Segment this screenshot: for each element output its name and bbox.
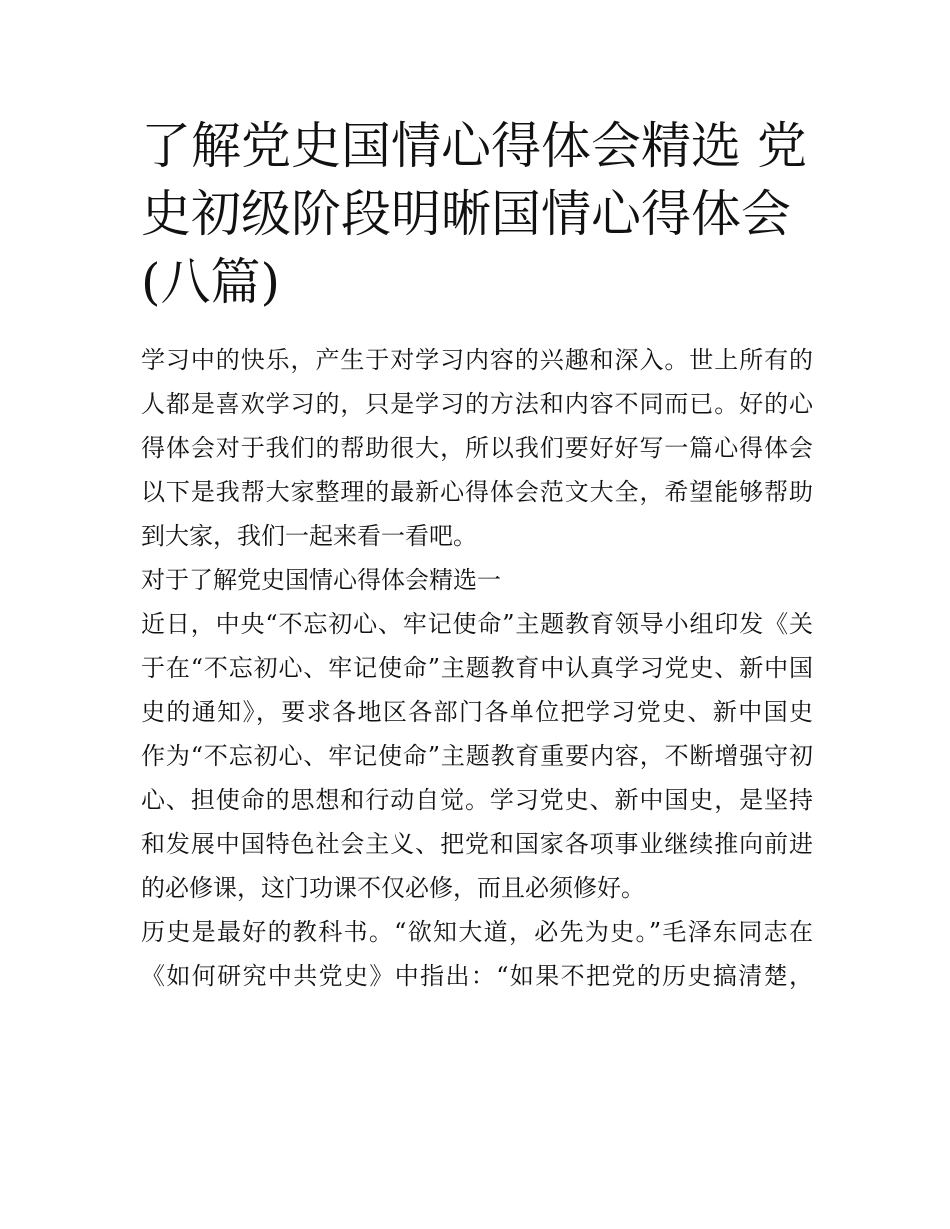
body-paragraph bbox=[141, 910, 813, 998]
body-paragraph bbox=[141, 602, 813, 910]
text-line: 的必修课，这门功课不仅必修，而且必须修好。 bbox=[141, 874, 645, 902]
text-line: 历史是最好的教科书。“欲知大道，必先为史。”毛泽东同志在 bbox=[141, 918, 813, 946]
section-heading bbox=[141, 558, 813, 602]
text-line: 对于了解党史国情心得体会精选一 bbox=[141, 566, 501, 594]
text-line: 和发展中国特色社会主义、把党和国家各项事业继续推向前进 bbox=[141, 830, 813, 858]
text-line: 《如何研究中共党史》中指出：“如果不把党的历史搞清楚， bbox=[141, 962, 813, 990]
text-line: 于在“不忘初心、牢记使命”主题教育中认真学习党史、新中国 bbox=[141, 654, 813, 682]
document-page bbox=[141, 112, 813, 998]
text-line: 以下是我帮大家整理的最新心得体会范文大全，希望能够帮助 bbox=[141, 478, 813, 506]
text-line: 心、担使命的思想和行动自觉。学习党史、新中国史，是坚持 bbox=[141, 786, 813, 814]
text-line: 到大家，我们一起来看一看吧。 bbox=[141, 522, 477, 550]
title-line: (八篇) bbox=[141, 253, 281, 311]
text-line: 作为“不忘初心、牢记使命”主题教育重要内容，不断增强守初 bbox=[141, 742, 813, 770]
text-line: 人都是喜欢学习的，只是学习的方法和内容不同而已。好的心 bbox=[141, 390, 813, 418]
text-line: 史的通知》，要求各地区各部门各单位把学习党史、新中国史 bbox=[141, 698, 813, 726]
document-body bbox=[141, 338, 813, 998]
title-line: 了解党史国情心得体会精选 党 bbox=[141, 117, 807, 175]
text-line: 学习中的快乐，产生于对学习内容的兴趣和深入。世上所有的 bbox=[141, 346, 813, 374]
text-line: 近日，中央“不忘初心、牢记使命”主题教育领导小组印发《关 bbox=[141, 610, 813, 638]
text-line: 得体会对于我们的帮助很大，所以我们要好好写一篇心得体会 bbox=[141, 434, 813, 462]
document-title bbox=[141, 112, 813, 316]
intro-paragraph bbox=[141, 338, 813, 558]
title-line: 史初级阶段明晰国情心得体会 bbox=[141, 185, 791, 243]
